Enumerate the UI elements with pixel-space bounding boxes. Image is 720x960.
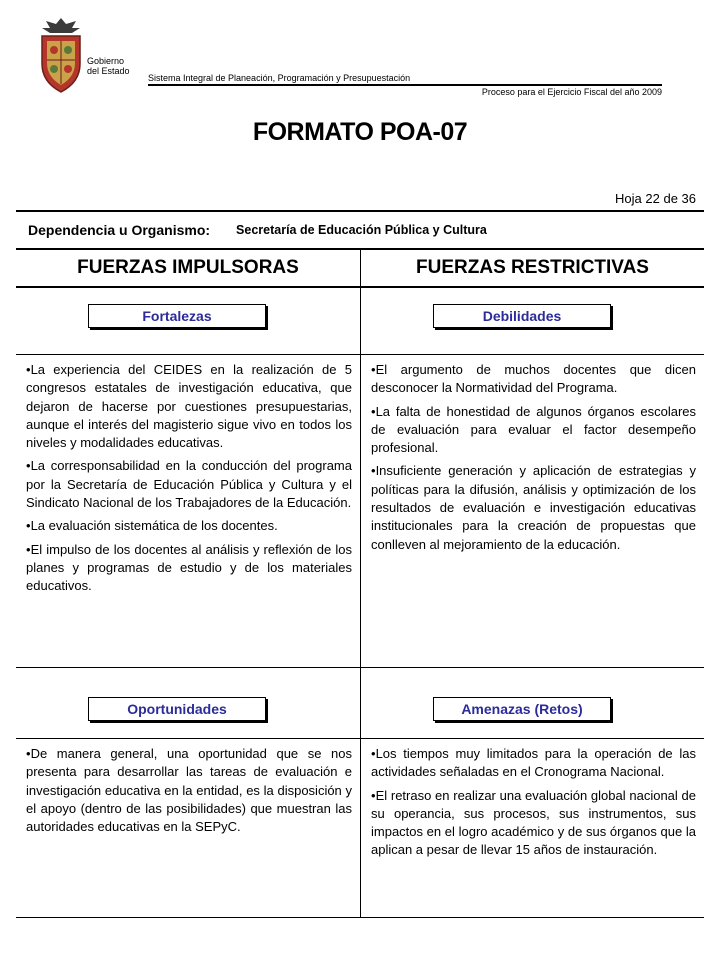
strengths-list [26,361,352,596]
threats-list [371,745,696,860]
dependency-label: Dependencia u Organismo: [28,222,211,238]
list-item: • La evaluación sistemática de los docentes. [26,517,352,535]
system-title: Sistema Integral de Planeación, Programación y Presupuestación [148,73,411,83]
list-item: • El argumento de muchos docentes que dicen desconocer la Normatividad del Programa. [371,361,696,398]
dependency-value: Secretaría de Educación Pública y Cultura [236,223,487,237]
strengths-weaknesses-label-row [16,288,704,355]
list-item: • La corresponsabilidad en la conducción del programa por la Secretaría de Educación Pública y Cultura y el Sindicato Nacional de los Trabajadores de la Educación. [26,457,352,512]
weaknesses-list [371,361,696,554]
opportunities-threats-row [16,739,704,918]
list-item: • De manera general, una oportunidad que se nos presenta para desarrollar las tareas de evaluación e investigación educativa en la entidad, es la disposición y el apoyo (dentro de las posibilidades) que muestran las autoridades educativas en la SEPyC. [26,745,352,836]
threats-cell [360,739,704,917]
list-item: • La falta de honestidad de algunos órganos escolares de evaluación para evaluar el factor desempeño profesional. [371,403,696,458]
foda-table [16,210,704,918]
list-item: • La experiencia del CEIDES en la realización de 5 congresos estatales de investigación educativa, que dejaron de hacerse por cuestiones presupuestarias, aunque el interés del magisterio sigue vivo en todos los niveles y modalidades educativas. [26,361,352,452]
driving-forces-header: FUERZAS IMPULSORAS [77,257,299,278]
list-item: • El retraso en realizar una evaluación global nacional de su operancia, sus procesos, sus instrumentos, sus impactos en el logro académico y de sus órganos que la aplican a pesar de llevar 15 años de instauración. [371,787,696,860]
strengths-cell [16,355,360,667]
dependency-row [16,212,704,250]
sheet-number: Hoja 22 de 36 [615,191,696,206]
header-rule [148,84,662,86]
forces-header-row [16,250,704,288]
list-item: • Insuficiente generación y aplicación de estrategias y políticas para la difusión, análisis y optimización de los resultados de evaluación e investigación educativas institucionales para la creación de propuestas que conlleven al mejoramiento de la educación. [371,462,696,553]
weaknesses-cell [360,355,704,667]
opportunities-list [26,745,352,836]
restraining-forces-header: FUERZAS RESTRICTIVAS [360,250,704,286]
strengths-label: Fortalezas [88,304,266,328]
process-label: Proceso para el Ejercicio Fiscal del año 2009 [481,87,662,97]
list-item: • El impulso de los docentes al análisis y reflexión de los planes y programas de estudio y de los materiales educativos. [26,541,352,596]
opportunities-threats-label-row [16,668,704,739]
strengths-weaknesses-row [16,355,704,668]
page-title: FORMATO POA-07 [252,118,468,146]
gov-line-1: Gobierno [87,56,125,66]
opportunities-label: Oportunidades [88,697,266,721]
threats-label: Amenazas (Retos) [433,697,611,721]
list-item: • Los tiempos muy limitados para la operación de las actividades señaladas en el Cronograma Nacional. [371,745,696,782]
state-seal-logo [36,16,86,96]
gov-line-2: del Estado [87,66,130,76]
opportunities-cell [16,739,360,917]
weaknesses-label: Debilidades [433,304,611,328]
government-label [87,56,130,76]
